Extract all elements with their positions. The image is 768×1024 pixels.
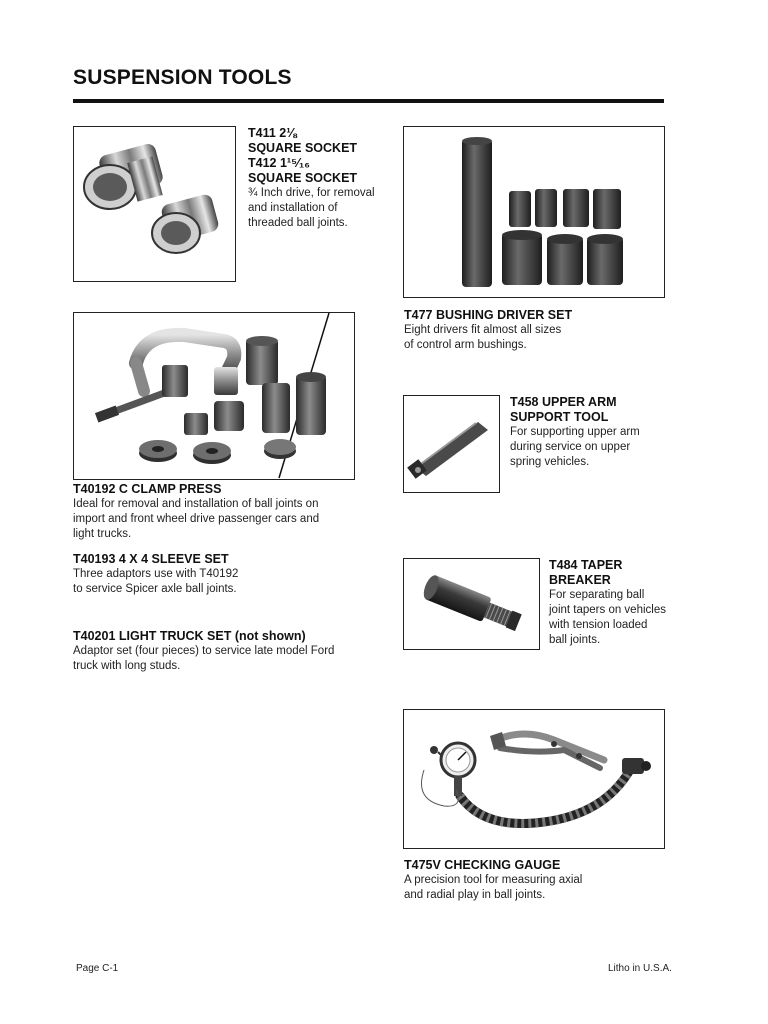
t477-heading: T477 BUSHING DRIVER SET — [404, 308, 573, 322]
t40193-desc-2: to service Spicer axle ball joints. — [73, 583, 237, 595]
t40201-desc-1: Adaptor set (four pieces) to service late model Ford — [73, 645, 335, 657]
t411-desc-1: ¾ Inch drive, for removal — [248, 187, 375, 199]
page-title: SUSPENSION TOOLS — [73, 66, 292, 89]
t411-desc-2: and installation of — [248, 202, 338, 214]
t458-desc-1: For supporting upper arm — [510, 426, 640, 438]
t40193-desc-1: Three adaptors use with T40192 — [73, 568, 239, 580]
t412-heading-line1: T412 1¹⁵⁄₁₆ — [248, 156, 310, 170]
t40192-desc-1: Ideal for removal and installation of ball joints on — [73, 498, 319, 510]
t458-heading-line1: T458 UPPER ARM — [510, 395, 617, 409]
t458-desc-2: during service on upper — [510, 441, 631, 453]
bushing-driver-photo — [403, 126, 665, 298]
t411-heading-line1: T411 2⅛ — [248, 126, 297, 140]
t484-desc-2: joint tapers on vehicles — [549, 604, 666, 616]
t484-desc-1: For separating ball — [549, 589, 645, 601]
checking-gauge-photo — [403, 709, 665, 849]
t484-desc-3: with tension loaded — [549, 619, 648, 631]
t484-heading-line2: BREAKER — [549, 573, 611, 587]
t477-desc-2: of control arm bushings. — [404, 339, 527, 351]
taper-breaker-photo — [403, 558, 540, 650]
t412-heading-line2: SQUARE SOCKET — [248, 171, 358, 185]
t458-desc-3: spring vehicles. — [510, 456, 590, 468]
t477-desc-1: Eight drivers fit almost all sizes — [404, 324, 562, 336]
t458-heading-line2: SUPPORT TOOL — [510, 410, 609, 424]
footer-printing-note: Litho in U.S.A. — [608, 963, 672, 974]
t40193-heading: T40193 4 X 4 SLEEVE SET — [73, 552, 229, 566]
t40193-text — [73, 552, 363, 597]
t475v-desc-2: and radial play in ball joints. — [404, 889, 546, 901]
c-clamp-press-photo — [73, 312, 355, 480]
t475v-heading: T475V CHECKING GAUGE — [404, 858, 561, 872]
t40192-desc-2: import and front wheel drive passenger cars and — [73, 513, 320, 525]
t475v-text — [404, 858, 664, 903]
t484-text — [549, 558, 669, 648]
socket-photo — [73, 126, 236, 282]
t40192-text — [73, 482, 363, 542]
t475v-desc-1: A precision tool for measuring axial — [404, 874, 583, 886]
t40192-desc-3: light trucks. — [73, 528, 132, 540]
t40201-heading: T40201 LIGHT TRUCK SET (not shown) — [73, 629, 306, 643]
t477-text — [404, 308, 664, 353]
t40201-desc-2: truck with long studs. — [73, 660, 181, 672]
title-rule — [73, 99, 664, 103]
footer-page-number: Page C-1 — [76, 963, 119, 974]
t40201-text — [73, 629, 373, 674]
t411-heading-line2: SQUARE SOCKET — [248, 141, 358, 155]
t411-text — [248, 126, 398, 231]
t411-desc-3: threaded ball joints. — [248, 217, 348, 229]
upper-arm-support-photo — [403, 395, 500, 493]
t484-heading-line1: T484 TAPER — [549, 558, 623, 572]
t484-desc-4: ball joints. — [549, 634, 601, 646]
t40192-heading: T40192 C CLAMP PRESS — [73, 482, 222, 496]
t458-text — [510, 395, 660, 470]
